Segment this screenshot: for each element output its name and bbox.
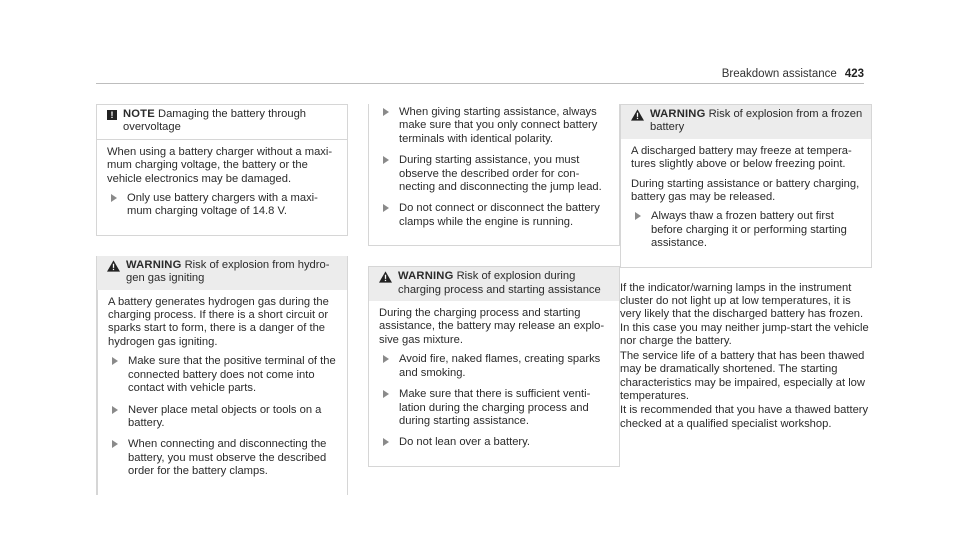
arrow-bullet-icon [383,156,389,164]
arrow-bullet-icon [383,390,389,398]
notice-title: Damaging the battery through overvoltage [123,108,307,134]
list-item: Avoid fire, naked flames, creating sparks and smoking. [379,353,611,380]
arrow-bullet-icon [112,357,118,365]
arrow-bullet-icon [635,212,641,220]
notice-text: When using a battery charger without a maximum charging voltage, the battery or the vehicle electronics may be damaged. [107,145,333,185]
page-number: 423 [844,68,864,80]
paragraph: If the indicator/warning lamps in the instrument cluster do not light up at low temperatures, it is very likely that the discharged battery has frozen. In this case you may neither jump-start the vehicle nor charge the battery. [620,281,869,348]
warning-box [96,256,348,495]
warning-title: Risk of explosion from hydrogen gas igniting [126,258,330,285]
warning-body [369,301,619,466]
column-3 [620,104,872,432]
warning-box [620,104,872,268]
list-item: When connecting and disconnecting the battery, you must observe the described order for the battery clamps. [108,438,339,478]
notice-icon: ! [107,110,117,120]
notice-header [97,105,347,139]
arrow-bullet-icon [111,194,117,202]
warning-continued-box [368,104,620,246]
warning-body [621,139,871,267]
warning-text: A discharged battery may freeze at temperatures slightly above or below freezing point. [631,144,852,171]
warning-label: WARNING [126,258,182,271]
arrow-bullet-icon [383,204,389,212]
list-item: Never place metal objects or tools on a battery. [108,404,339,431]
arrow-bullet-icon [112,406,118,414]
section-title: Breakdown assistance [721,68,837,80]
arrow-bullet-icon [383,438,389,446]
column-2 [368,104,620,467]
warning-label: WARNING [650,108,706,120]
arrow-bullet-icon [112,440,118,448]
warning-body [97,290,347,495]
notice-label: NOTE [123,108,155,120]
warning-label: WARNING [398,270,454,283]
list-item: When giving starting assistance, always make sure that you only connect battery terminals with identical polarity. [379,106,611,146]
warning-header [369,267,619,301]
warning-text: During starting assistance or battery charging, battery gas may be released. [631,177,860,204]
list-item: During starting assistance, you must observe the described order for connecting and disconnecting the jump lead. [379,154,611,194]
warning-header [97,256,347,290]
list-item: Do not lean over a battery. [379,436,611,449]
arrow-bullet-icon [383,355,389,363]
warning-header [621,105,871,139]
column-1 [96,104,348,495]
notice-box [96,104,348,235]
warning-title: Risk of explosion during charging process and starting assistance [398,270,601,296]
list-item: Make sure that the positive terminal of the connected battery does not come into contact with vehicle parts. [108,355,339,395]
list-item: Always thaw a frozen battery out first before charging it or performing starting assistance. [631,210,863,250]
warning-triangle-icon [631,109,644,121]
arrow-bullet-icon [383,108,389,116]
warning-text: A battery generates hydrogen gas during the charging process. If there is a short circuit or sparks start to form, there is a danger of the hydrogen gas igniting. [108,295,329,348]
body-text [620,282,872,431]
paragraph: The service life of a battery that has been thawed may be dramatically shortened. The starting characteristics may be impaired, especially at low temperatures. [620,349,865,402]
paragraph: It is recommended that you have a thawed battery checked at a qualified specialist workshop. [620,404,869,430]
list-item: Only use battery chargers with a maximum charging voltage of 14.8 V. [107,192,339,219]
list-item: Do not connect or disconnect the battery clamps while the engine is running. [379,202,611,229]
warning-box [368,266,620,466]
warning-title: Risk of explosion from a frozen battery [650,108,863,134]
notice-body [97,140,347,235]
warning-text: During the charging process and starting assistance, the battery may release an explosive gas mixture. [379,307,605,346]
page-header [722,68,864,81]
warning-triangle-icon [107,260,120,272]
header-rule [96,83,864,84]
list-item: Make sure that there is sufficient ventilation during the charging process and during starting assistance. [379,388,611,428]
warning-triangle-icon [379,271,392,283]
